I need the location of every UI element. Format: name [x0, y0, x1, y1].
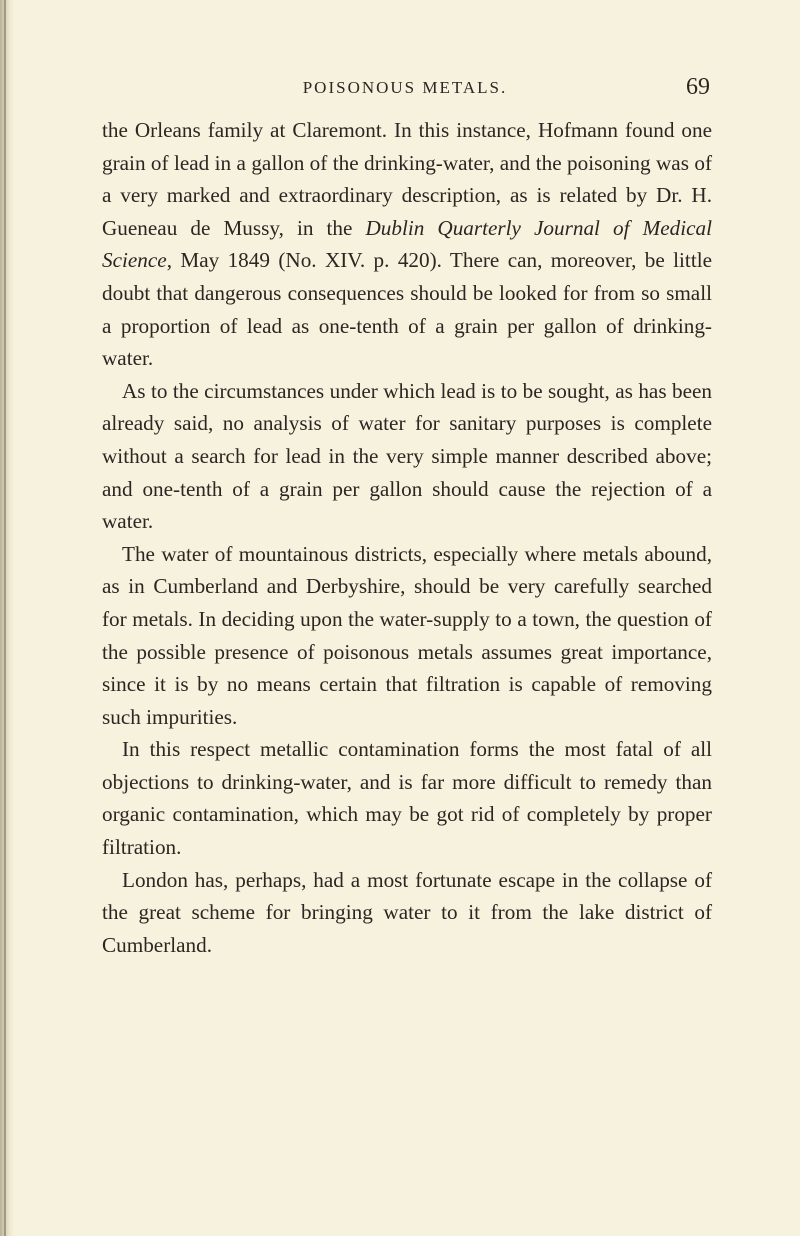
page-number: 69 [686, 74, 710, 100]
paragraph-4: In this respect metallic contamination forms the most fatal of all objections to drinking-water, and is far more difficult to remedy than organic contamination, which may be got rid of completely by proper filtration. [102, 737, 712, 860]
running-title: POISONOUS METALS. [302, 78, 508, 97]
running-head [100, 74, 710, 104]
paragraph-1 [102, 114, 712, 375]
paragraph-2: As to the circumstances under which lead is to be sought, as has been already said, no analysis of water for sanitary purposes is complete without a search for lead in the very simple manner described above; and one-tenth of a grain per gallon should cause the rejection of a water. [102, 378, 712, 534]
binding-edge [4, 0, 6, 1236]
paragraph-1-text-b: , May 1849 (No. XIV. p. 420). There can, moreover, be little doubt that dangerous consequences should be looked for from so small a proportion of lead as one-tenth of a grain per gallon of drinking-water. [102, 248, 712, 371]
paragraph-1-text-a: the Orleans family at Claremont. In this instance, Hofmann found one grain of lead in a gallon of the drinking-water, and the poisoning was of a very marked and extraordinary description, as is related by Dr. H. Gueneau de Mussy, in the [102, 118, 712, 240]
paragraph-3: The water of mountainous districts, especially where metals abound, as in Cumberland and Derbyshire, should be very carefully searched for metals. In deciding upon the water-supply to a town, the question of the possible presence of poisonous metals assumes great importance, since it is by no means certain that filtration is capable of removing such impurities. [102, 541, 712, 729]
body-text [102, 114, 712, 961]
paragraph-5: London has, perhaps, had a most fortunate escape in the collapse of the great scheme for bringing water to it from the lake district of Cumberland. [102, 867, 712, 957]
binding-shadow [0, 0, 14, 1236]
journal-title: Dublin Quarterly Journal of Medical Science [102, 215, 712, 273]
